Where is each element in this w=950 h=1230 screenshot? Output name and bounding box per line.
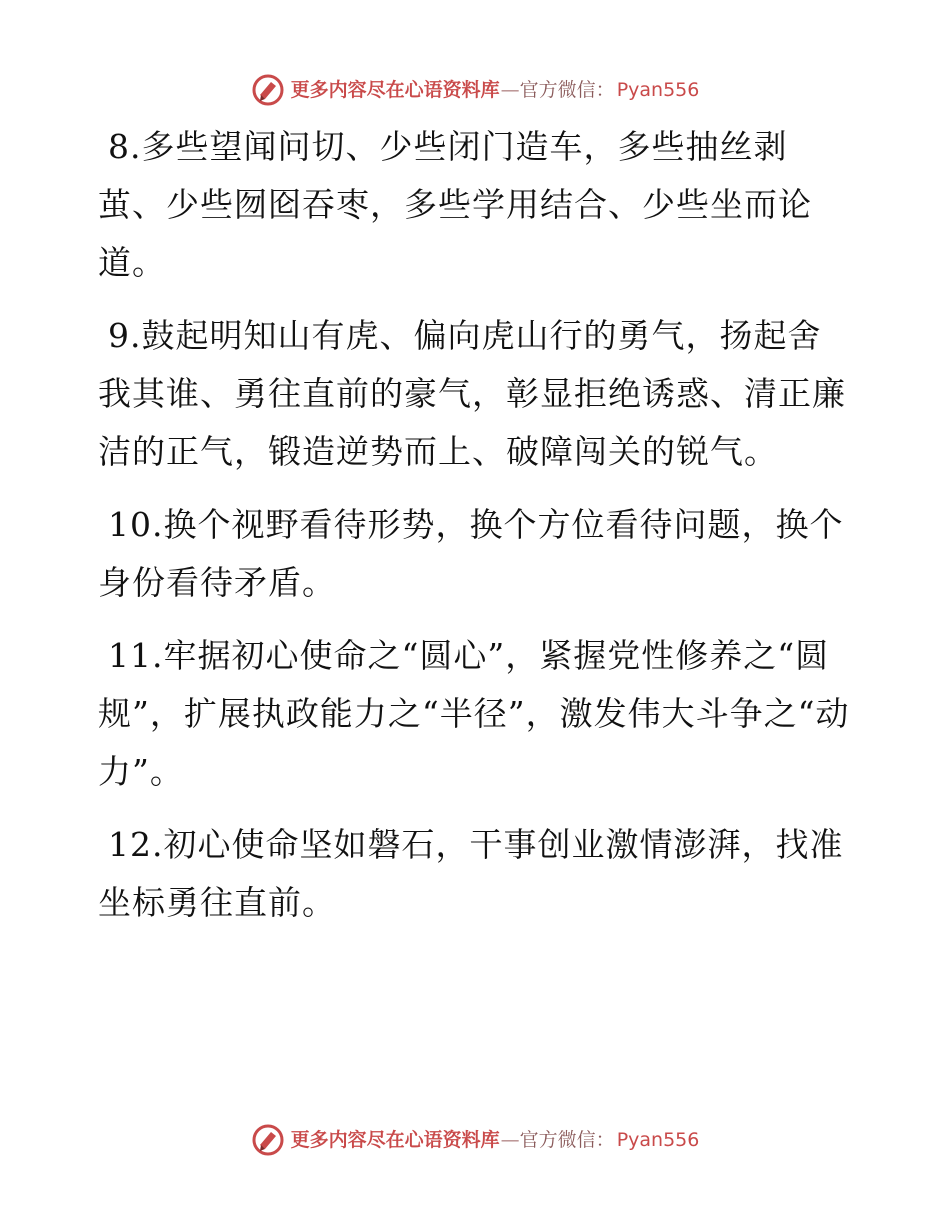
footer-wechat-id: Pyan556 [616,1128,700,1151]
paragraph-8: 8.多些望闻问切、少些闭门造车，多些抽丝剥茧、少些囫囵吞枣，多些学用结合、少些坐而论道。 [98,127,812,282]
document-body [98,118,850,947]
header-banner [0,70,950,110]
header-banner-dash: — [500,78,519,101]
footer-wechat-label: 官方微信： [519,1128,615,1151]
footer-banner-main: 更多内容尽在心语资料库 [290,1128,500,1151]
paragraph-9: 9.鼓起明知山有虎、偏向虎山行的勇气，扬起舍我其谁、勇往直前的豪气，彰显拒绝诱惑、清正廉洁的正气，锻造逆势而上、破障闯关的锐气。 [98,316,846,471]
paragraph-12: 12.初心使命坚如磐石，干事创业激情澎湃，找准坐标勇往直前。 [98,825,844,922]
header-banner-main: 更多内容尽在心语资料库 [290,78,500,101]
footer-banner-dash: — [500,1128,519,1151]
brand-logo-icon [251,1123,285,1157]
footer-banner-text [290,1128,700,1151]
brand-logo-icon [251,73,285,107]
header-wechat-label: 官方微信： [519,78,615,101]
paragraph-11: 11.牢据初心使命之“圆心”，紧握党性修养之“圆规”，扩展执政能力之“半径”，激发伟大斗争之“动力”。 [98,636,850,791]
header-banner-text [290,78,700,101]
paragraph-10: 10.换个视野看待形势，换个方位看待问题，换个身份看待矛盾。 [98,505,844,602]
footer-banner [0,1120,950,1160]
header-wechat-id: Pyan556 [616,78,700,101]
